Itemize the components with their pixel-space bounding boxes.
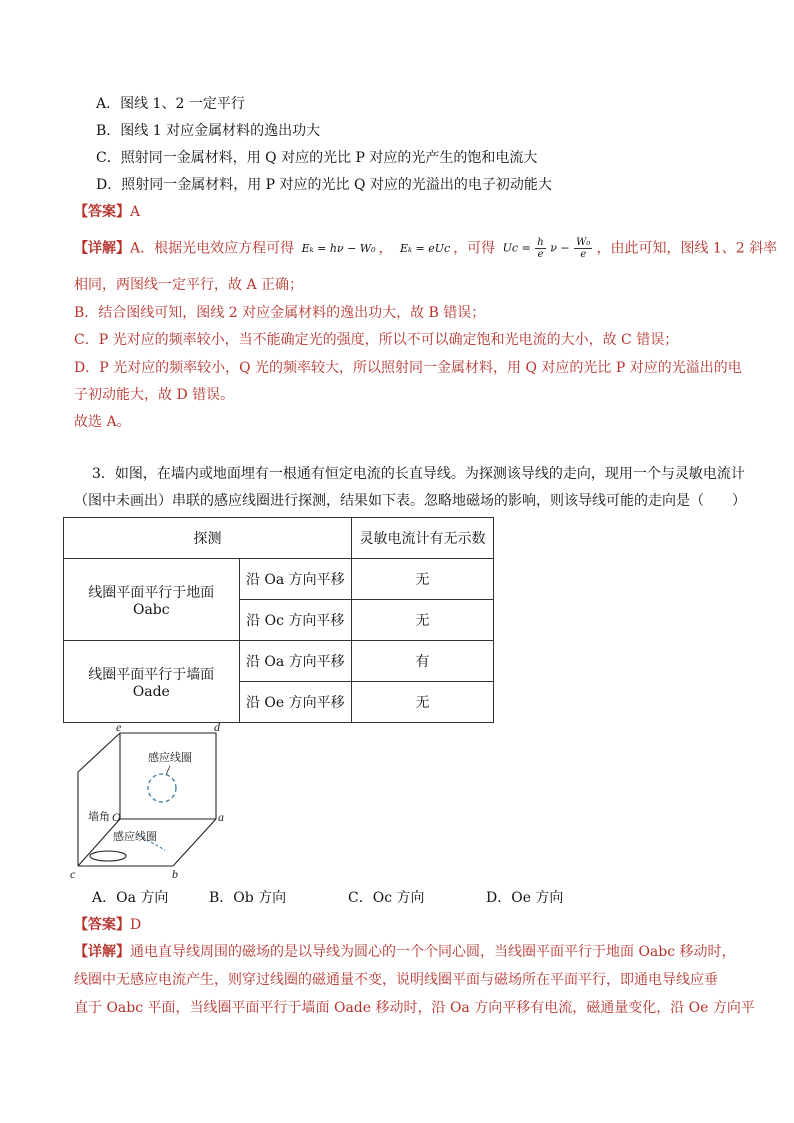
q3-stem-line2: （图中未画出）串联的感应线圈进行探测，结果如下表。忽略地磁场的影响，则该导线可能的走向是（ ） xyxy=(74,493,746,509)
table-group-label-wall: 线圈平面平行于墙面 Oade xyxy=(64,641,240,723)
q3-stem-line1: 3．如图，在墙内或地面埋有一根通有恒定电流的长直导线。为探测该导线的走向，现用一个与灵敏电流计 xyxy=(92,466,745,482)
label-floor-coil: 感应线圈 xyxy=(113,830,157,843)
q2-detail-tag: 【详解】 xyxy=(74,240,130,257)
table-row xyxy=(64,641,494,682)
label-d: d xyxy=(214,722,220,734)
table-row xyxy=(64,559,494,600)
q2-option-c: C．照射同一金属材料，用 Q 对应的光比 P 对应的光产生的饱和电流大 xyxy=(96,150,538,166)
q2-formula-3-frac1 xyxy=(535,237,545,260)
q2-detail-line1: 【详解】A．根据光电效应方程可得 Eₖ = hν − W₀ ， Eₖ = eUc ，可得 Uc = $\frac{h}{e}$ ν − $\frac{\text{W₀}}{e}$ ，由此可知，图线 1、2 斜率 xyxy=(74,237,778,260)
q2-answer-tag: 【答案】 xyxy=(74,204,130,220)
table-move: 沿 Oc 方向平移 xyxy=(239,600,351,641)
q2-formula-2: Eₖ = eUc xyxy=(399,241,451,255)
q2-detail-d1: D．P 光对应的频率较小，Q 光的频率较大，所以照射同一金属材料，用 Q 对应的光比 P 对应的光溢出的电 xyxy=(74,360,742,376)
floor-right-edge xyxy=(173,819,216,866)
q2-answer xyxy=(74,202,140,222)
q2-detail-d2: 子初动能大，故 D 错误。 xyxy=(74,387,235,403)
label-e: e xyxy=(116,722,122,734)
q2-formula-3-lhs: Uc = xyxy=(502,241,531,255)
label-o: O xyxy=(112,810,121,824)
table-move: 沿 Oa 方向平移 xyxy=(239,641,351,682)
q3-detail-line2: 线圈中无感应电流产生，则穿过线圈的磁通量不变，说明线圈平面与磁场所在平面平行，即通电导线应垂 xyxy=(74,972,718,988)
q3-detail-line1 xyxy=(74,942,736,962)
q3-option-a: A．Oa 方向 xyxy=(92,890,169,906)
floor-coil xyxy=(90,851,126,861)
q2-detail-line1-a: A．根据光电效应方程可得 xyxy=(130,240,295,257)
q2-detail-line1-b: ，可得 xyxy=(453,240,496,257)
q3-figure xyxy=(68,722,238,882)
table-header-result: 灵敏电流计有无示数 xyxy=(352,518,494,559)
table-header-probe: 探测 xyxy=(64,518,352,559)
q2-frac1-den: e xyxy=(537,249,544,260)
q2-frac2-den: e xyxy=(580,249,587,260)
q3-detail-line3: 直于 Oabc 平面，当线圈平面平行于墙面 Oade 移动时，沿 Oa 方向平移有电流，磁通量变化，沿 Oe 方向平 xyxy=(74,1000,755,1016)
q2-conclusion: 故选 A。 xyxy=(74,414,131,430)
label-wall-coil: 感应线圈 xyxy=(148,751,192,764)
q2-option-d: D．照射同一金属材料，用 P 对应的光比 Q 对应的光溢出的电子初动能大 xyxy=(96,177,552,193)
q2-detail-line2: 相同，两图线一定平行，故 A 正确； xyxy=(74,277,304,293)
label-corner: 墙角 xyxy=(88,810,110,823)
label-c: c xyxy=(70,867,76,881)
wall-coil-leader xyxy=(166,766,170,775)
q2-detail-c: C．P 光对应的频率较小，当不能确定光的强度，所以不可以确定饱和光电流的大小，故 C 错误； xyxy=(74,332,679,348)
table-result: 无 xyxy=(352,682,494,723)
q3-detail-line1-text: 通电直导线周围的磁场的是以导线为圆心的一个个同心圆，当线圈平面平行于地面 Oabc 移动时， xyxy=(130,944,736,960)
q2-detail-line1-c: ，由此可知，图线 1、2 斜率 xyxy=(596,240,778,257)
table-result: 无 xyxy=(352,559,494,600)
q3-detail-tag: 【详解】 xyxy=(74,944,130,960)
q3-answer-tag: 【答案】 xyxy=(74,917,130,933)
q3-option-d: D．Oe 方向 xyxy=(486,890,564,906)
table-result: 有 xyxy=(352,641,494,682)
q2-option-a: A．图线 1、2 一定平行 xyxy=(96,96,245,112)
table-group-label-floor: 线圈平面平行于地面 Oabc xyxy=(64,559,240,641)
q2-formula-3-mid: ν − xyxy=(550,241,570,255)
q3-answer-value: D xyxy=(130,917,142,933)
label-b: b xyxy=(172,867,178,881)
q3-option-b: B．Ob 方向 xyxy=(209,890,287,906)
q2-formula-3-frac2 xyxy=(574,237,592,260)
q3-option-c: C．Oc 方向 xyxy=(348,890,425,906)
q2-answer-value: A xyxy=(130,204,141,220)
q2-option-b: B．图线 1 对应金属材料的逸出功大 xyxy=(96,123,321,139)
q3-answer xyxy=(74,915,141,935)
q2-formula-3 xyxy=(503,237,594,260)
q2-frac1-num: h xyxy=(537,237,544,248)
q2-frac2-num: W₀ xyxy=(576,237,591,248)
table-header-row xyxy=(64,518,494,559)
q3-probe-table xyxy=(63,517,494,723)
table-move: 沿 Oe 方向平移 xyxy=(239,682,351,723)
table-move: 沿 Oa 方向平移 xyxy=(239,559,351,600)
q2-detail-b: B．结合图线可知，图线 2 对应金属材料的逸出功大，故 B 错误； xyxy=(74,305,486,321)
table-result: 无 xyxy=(352,600,494,641)
wall-coil xyxy=(148,774,176,802)
label-a: a xyxy=(218,810,224,824)
edge-e-left xyxy=(78,733,120,772)
q2-formula-1: Eₖ = hν − W₀ xyxy=(301,241,376,255)
